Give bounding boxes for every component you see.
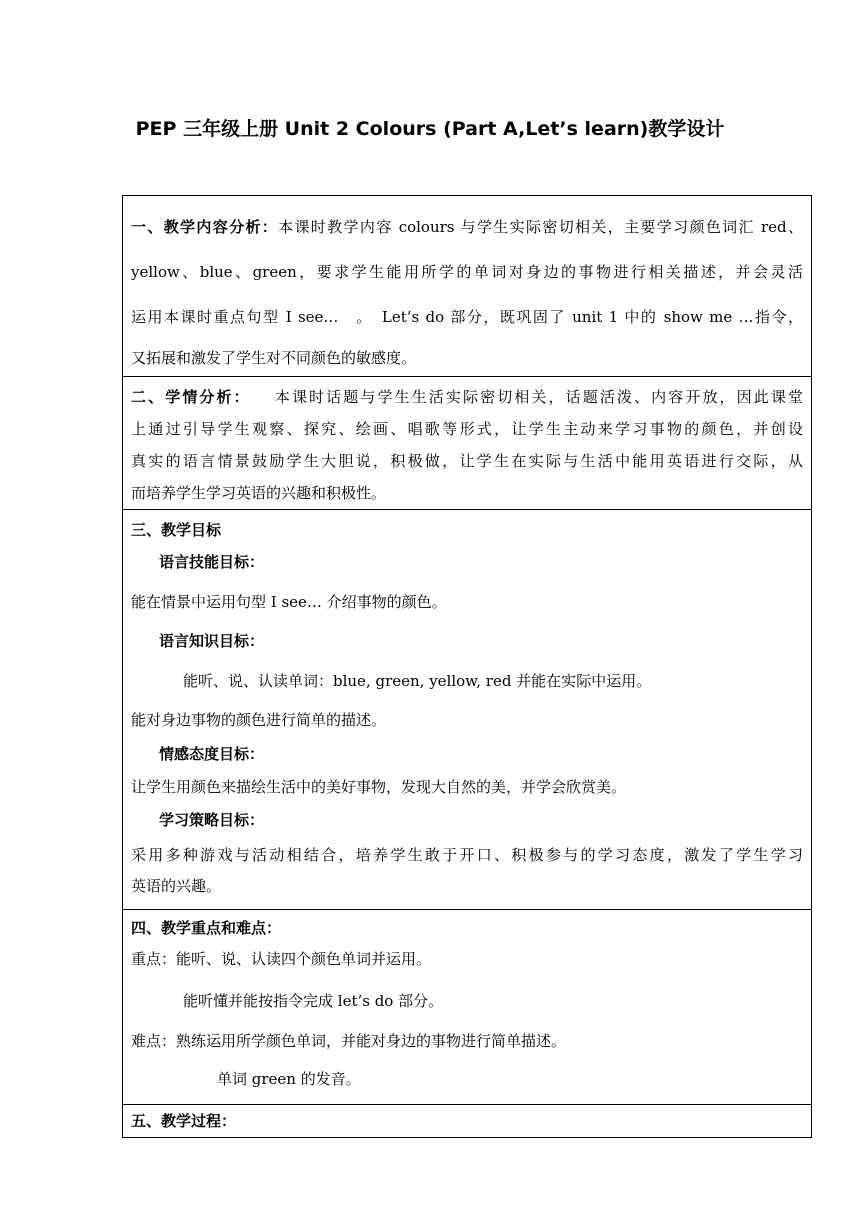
paragraph-line: 真实的语言情景鼓励学生大胆说，积极做，让学生在实际与生活中能用英语进行交际，从	[131, 452, 803, 470]
paragraph-line: 让学生用颜色来描绘生活中的美好事物，发现大自然的美，并学会欣赏美。	[131, 778, 627, 796]
section-teaching-objectives	[123, 510, 812, 910]
paragraph-line: yellow、blue、green，要求学生能用所学的单词对身边的事物进行相关描述，并会灵活	[131, 263, 803, 281]
section-content-analysis	[123, 196, 812, 377]
paragraph-line: 难点：熟练运用所学颜色单词，并能对身边的事物进行简单描述。	[131, 1032, 567, 1050]
paragraph-line: 运用本课时重点句型 I see… 。 Let’s do 部分，既巩固了 unit 1 中的 show me …指令，	[131, 308, 803, 326]
paragraph-line: 能对身边事物的颜色进行简单的描述。	[131, 711, 387, 729]
paragraph-line: 单词 green 的发音。	[217, 1070, 361, 1088]
paragraph-line: 能听懂并能按指令完成 let’s do 部分。	[183, 992, 444, 1010]
section-heading: 五、教学过程：	[131, 1112, 237, 1130]
paragraph-line: 上通过引导学生观察、探究、绘画、唱歌等形式，让学生主动来学习事物的颜色，并创设	[131, 420, 803, 438]
paragraph-line: 能听、说、认读单词：blue, green, yellow, red 并能在实际中运用。	[183, 672, 652, 690]
section-heading: 一、教学内容分析：	[131, 218, 279, 236]
section-learner-analysis	[123, 377, 812, 510]
paragraph-line: 而培养学生学习英语的兴趣和积极性。	[131, 484, 387, 502]
section-teaching-process	[123, 1105, 812, 1138]
section-heading: 四、教学重点和难点：	[131, 919, 282, 937]
paragraph-line: 本课时话题与学生生活实际密切相关，话题活泼、内容开放，因此课堂	[272, 388, 803, 406]
paragraph-line: 采用多种游戏与活动相结合，培养学生敢于开口、积极参与的学习态度，激发了学生学习	[131, 846, 803, 864]
subheading: 语言知识目标：	[159, 632, 265, 650]
section-heading: 三、教学目标	[131, 521, 222, 539]
paragraph-line: 本课时教学内容 colours 与学生实际密切相关，主要学习颜色词汇 red、	[278, 218, 803, 236]
subheading: 语言技能目标：	[159, 553, 265, 571]
subheading: 情感态度目标：	[159, 745, 265, 763]
section-heading: 二、学情分析：	[131, 388, 251, 406]
paragraph-line: 又拓展和激发了学生对不同颜色的敏感度。	[131, 349, 417, 367]
paragraph-line: 重点：能听、说、认读四个颜色单词并运用。	[131, 950, 432, 968]
paragraph-line: 能在情景中运用句型 I see… 介绍事物的颜色。	[131, 593, 447, 611]
lesson-plan-table	[122, 195, 812, 1138]
paragraph-line: 英语的兴趣。	[131, 877, 222, 895]
subheading: 学习策略目标：	[159, 811, 265, 829]
section-key-points	[123, 910, 812, 1105]
document-title: PEP 三年级上册 Unit 2 Colours (Part A,Let’s learn)教学设计	[135, 118, 725, 140]
